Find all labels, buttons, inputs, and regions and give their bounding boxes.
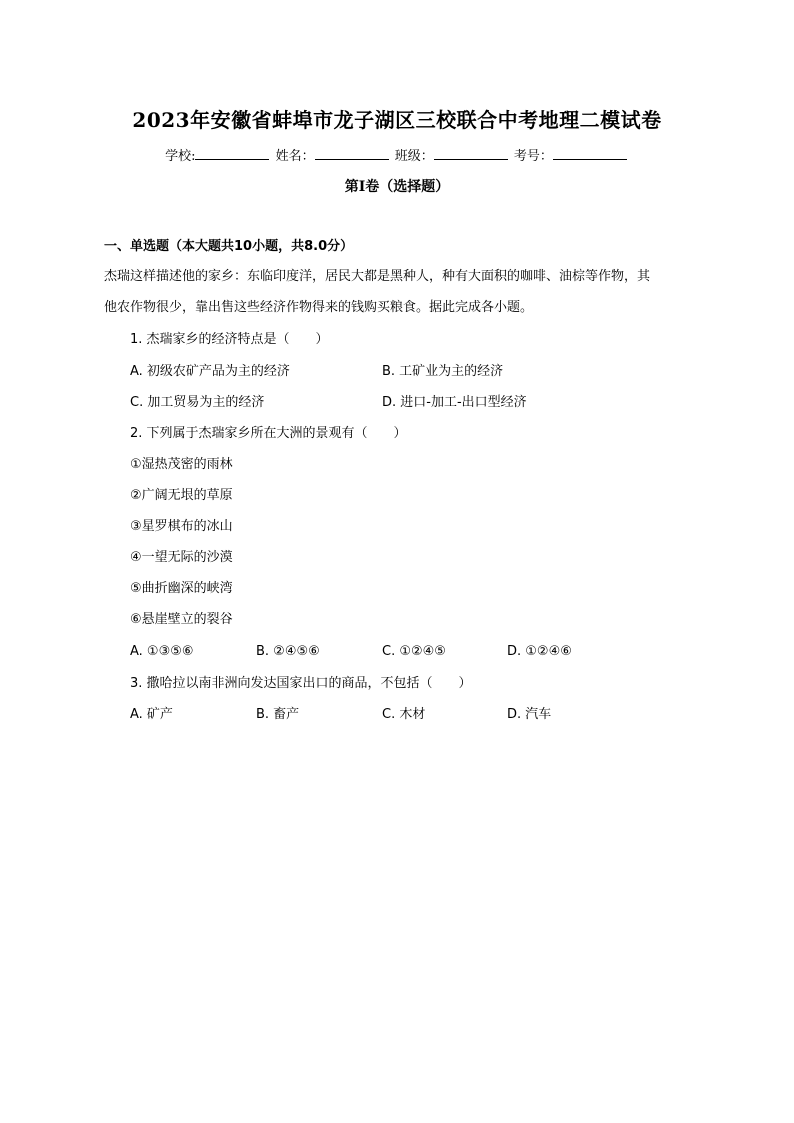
question-2-stem: 2. 下列属于杰瑞家乡所在大洲的景观有（ ）: [130, 426, 407, 441]
passage-line-1: 杰瑞这样描述他的家乡：东临印度洋，居民大都是黑种人，种有大面积的咖啡、油棕等作物，其: [104, 269, 651, 284]
q2-item-4: ④一望无际的沙漠: [130, 550, 233, 565]
q1-option-a: A. 初级农矿产品为主的经济: [130, 364, 290, 379]
q2-item-6: ⑥悬崖壁立的裂谷: [130, 612, 233, 627]
q3-option-a: A. 矿产: [130, 707, 173, 722]
q2-item-5: ⑤曲折幽深的峡湾: [130, 581, 233, 596]
q2-option-a: A. ①③⑤⑥: [130, 644, 194, 659]
q2-option-b: B. ②④⑤⑥: [256, 644, 320, 659]
q2-item-1: ①湿热茂密的雨林: [130, 457, 233, 472]
q2-item-2: ②广阔无垠的草原: [130, 488, 233, 503]
q2-option-c: C. ①②④⑤: [382, 644, 446, 659]
question-3-stem: 3. 撒哈拉以南非洲向发达国家出口的商品，不包括（ ）: [130, 676, 472, 691]
number-label: 考号：: [513, 149, 553, 164]
q1-option-d: D. 进口-加工-出口型经济: [382, 395, 527, 410]
number-blank[interactable]: [553, 147, 627, 160]
part-title: 第I卷（选择题）: [344, 179, 450, 195]
class-blank[interactable]: [434, 147, 508, 160]
name-blank[interactable]: [315, 147, 389, 160]
q2-option-d: D. ①②④⑥: [507, 644, 572, 659]
q3-option-b: B. 畜产: [256, 707, 300, 722]
school-label: 学校:: [165, 149, 196, 164]
exam-title: 2023年安徽省蚌埠市龙子湖区三校联合中考地理二模试卷: [132, 108, 662, 132]
school-blank[interactable]: [195, 147, 269, 160]
question-1-stem: 1. 杰瑞家乡的经济特点是（ ）: [130, 332, 329, 347]
passage-line-2: 他农作物很少，靠出售这些经济作物得来的钱购买粮食。据此完成各小题。: [104, 300, 534, 315]
q3-option-d: D. 汽车: [507, 707, 552, 722]
section-heading: 一、单选题（本大题共10小题，共8.0分）: [104, 239, 354, 254]
student-info-line: [0, 145, 794, 164]
class-label: 班级：: [394, 149, 434, 164]
q1-option-c: C. 加工贸易为主的经济: [130, 395, 265, 410]
name-label: 姓名：: [275, 149, 315, 164]
q3-option-c: C. 木材: [382, 707, 426, 722]
q1-option-b: B. 工矿业为主的经济: [382, 364, 504, 379]
q2-item-3: ③星罗棋布的冰山: [130, 519, 233, 534]
